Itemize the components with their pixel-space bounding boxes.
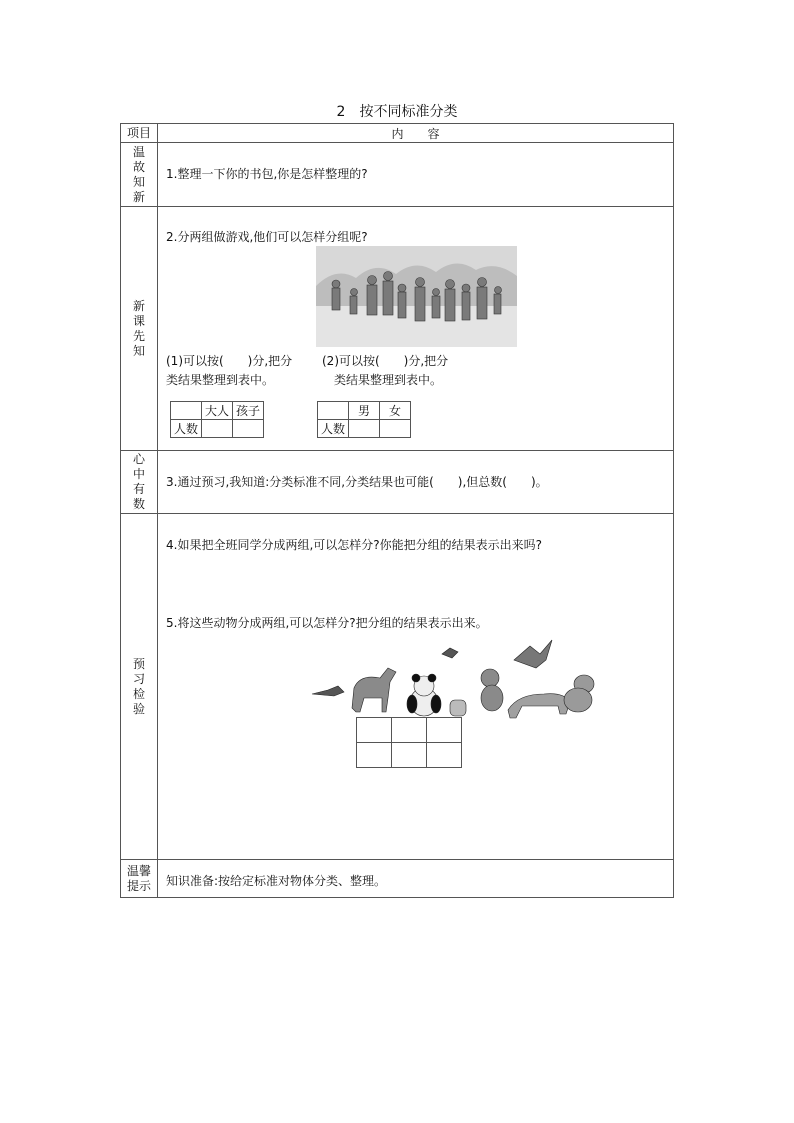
horse-icon (352, 668, 396, 712)
sub-question-1-line2: 类结果整理到表中。 (166, 373, 275, 387)
question-4: 4.如果把全班同学分成两组,可以怎样分?你能把分组的结果表示出来吗? (166, 538, 543, 552)
question-3: 3.通过预习,我知道:分类标准不同,分类结果也可能( ),但总数( )。 (166, 475, 548, 489)
section-label-preview: 预 习 检 验 (121, 514, 158, 860)
sub-question-2-line2: 类结果整理到表中。 (334, 373, 443, 387)
tip-cell (158, 860, 674, 898)
review-cell (158, 143, 674, 207)
newlesson-cell (158, 207, 674, 451)
sub-question-2-line1: (2)可以按( )分,把分 (322, 354, 449, 368)
small-bird-icon (442, 648, 458, 658)
sub-question-1-line1: (1)可以按( )分,把分 (166, 354, 293, 368)
magpie-icon (312, 686, 344, 696)
question-5: 5.将这些动物分成两组,可以怎样分?把分组的结果表示出来。 (166, 616, 488, 630)
question-2: 2.分两组做游戏,他们可以怎样分组呢? (166, 230, 368, 244)
header-content: 内 容 (158, 124, 674, 143)
header-item: 项目 (121, 124, 158, 143)
animals-image (308, 638, 598, 720)
people-group-image (316, 246, 517, 347)
preview-cell (158, 514, 674, 860)
section-label-mind: 心 中 有 数 (121, 451, 158, 514)
boy-girl-table: 男 女 人数 (317, 401, 411, 438)
tip-text: 知识准备:按给定标准对物体分类、整理。 (166, 874, 387, 888)
question-1: 1.整理一下你的书包,你是怎样整理的? (166, 167, 368, 181)
section-label-tip: 温馨 提示 (121, 860, 158, 898)
study-guide-table (120, 123, 674, 898)
section-label-newlesson: 新 课 先 知 (121, 207, 158, 451)
mind-cell (158, 451, 674, 514)
section-label-review: 温 故 知 新 (121, 143, 158, 207)
adult-child-table: 大人 孩子 人数 (170, 401, 264, 438)
page-title: 2 按不同标准分类 (336, 104, 458, 120)
answer-grid (356, 717, 462, 768)
